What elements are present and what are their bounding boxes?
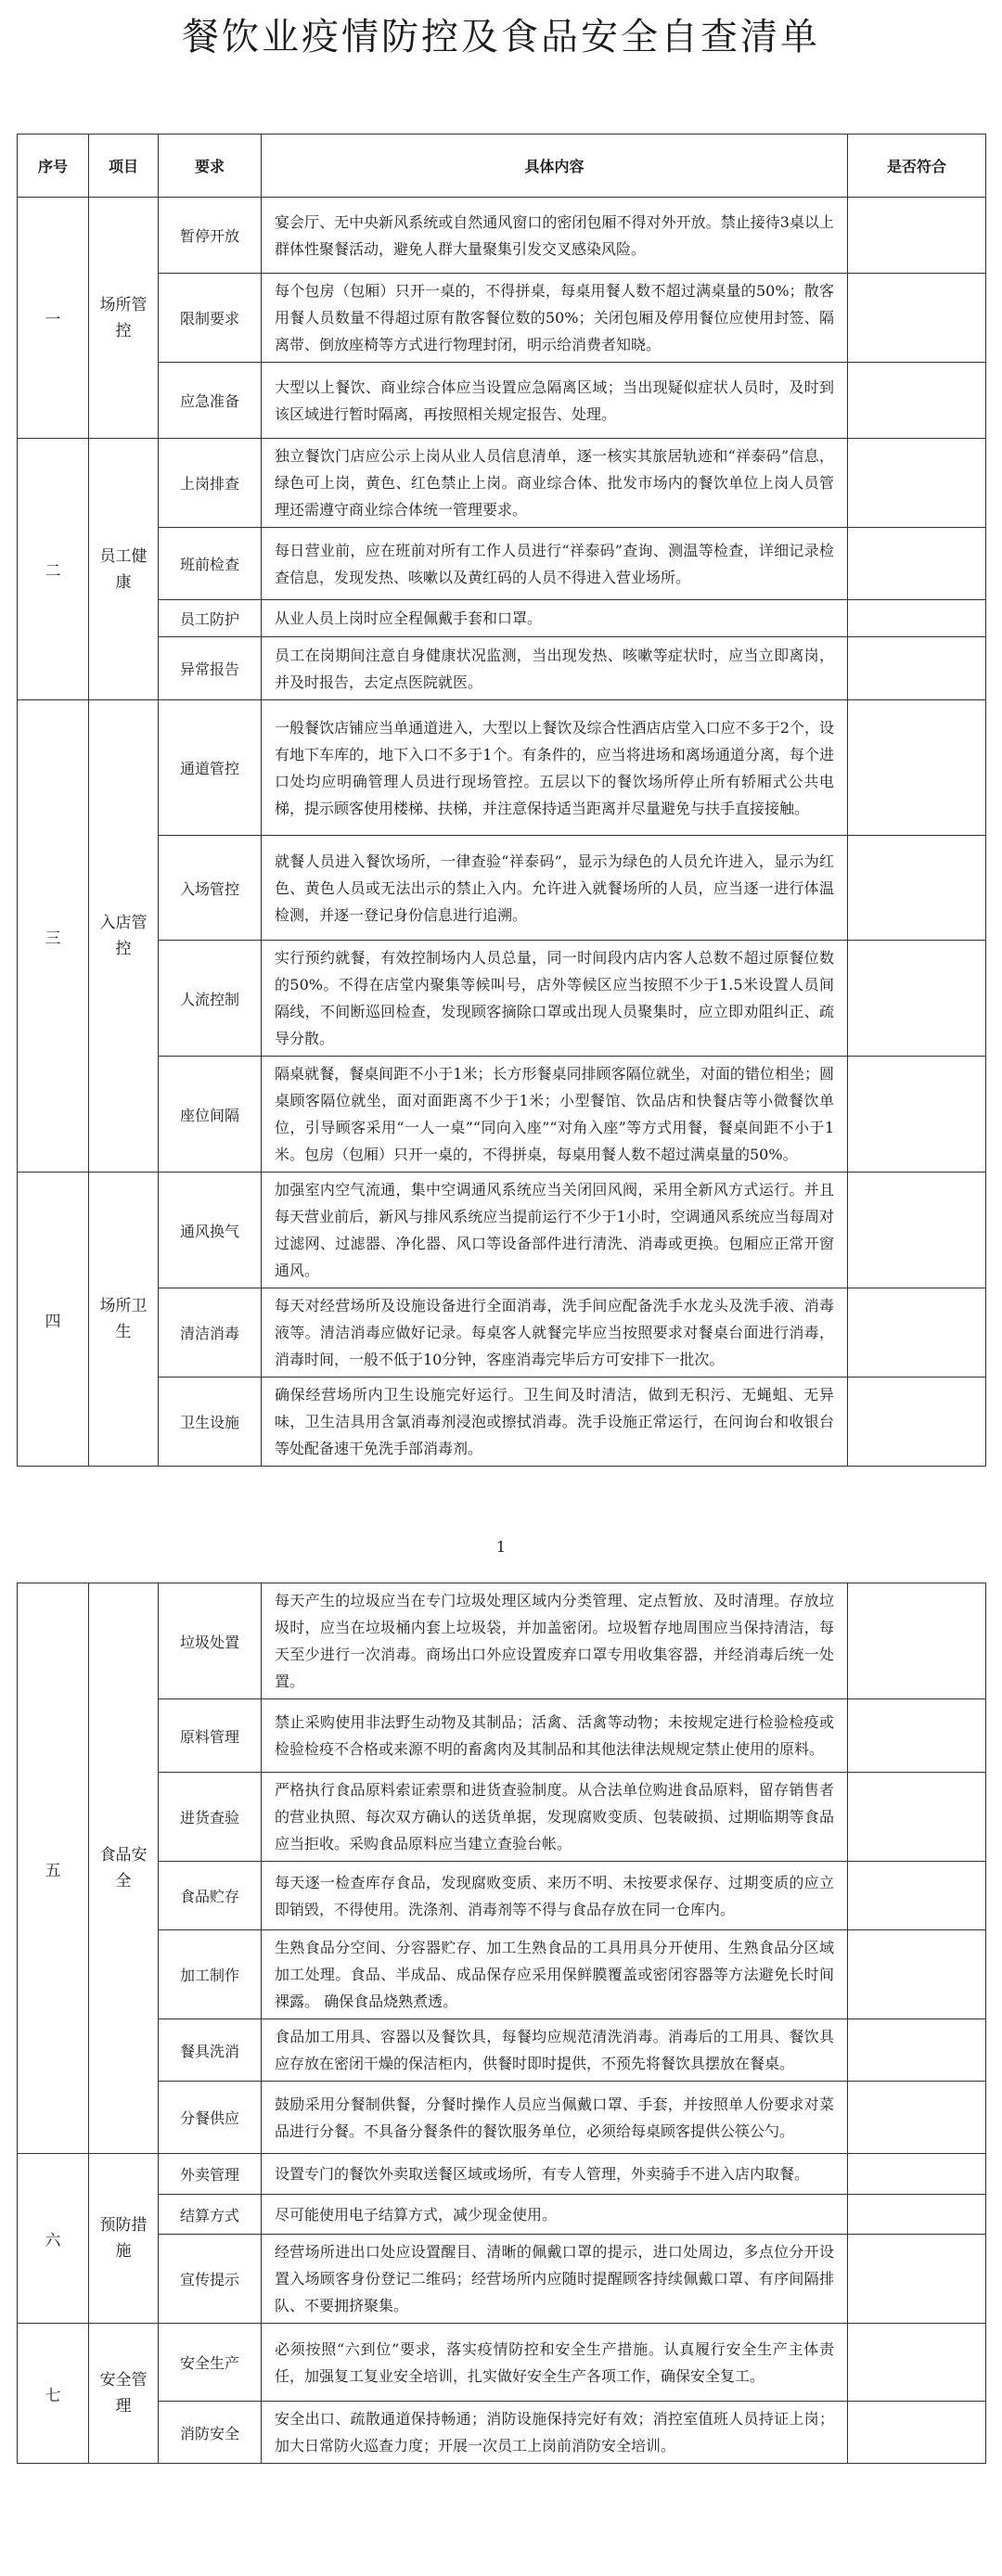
compliance-cell[interactable] bbox=[848, 1378, 986, 1467]
compliance-cell[interactable] bbox=[848, 528, 986, 600]
requirement-cell: 班前检查 bbox=[159, 528, 262, 600]
table-row bbox=[18, 274, 986, 363]
section-category: 员工健康 bbox=[89, 439, 159, 700]
section-category: 安全管理 bbox=[89, 2324, 159, 2464]
table-row bbox=[18, 1173, 986, 1288]
requirement-cell: 卫生设施 bbox=[159, 1378, 262, 1467]
compliance-cell[interactable] bbox=[848, 700, 986, 836]
requirement-cell: 外卖管理 bbox=[159, 2154, 262, 2195]
table-row bbox=[18, 941, 986, 1057]
header-category: 项目 bbox=[89, 135, 159, 198]
requirement-cell: 垃圾处置 bbox=[159, 1583, 262, 1699]
section-category: 场所管控 bbox=[89, 198, 159, 439]
table-row bbox=[18, 2402, 986, 2464]
table-row bbox=[18, 2235, 986, 2324]
requirement-cell: 入场管控 bbox=[159, 836, 262, 941]
compliance-cell[interactable] bbox=[848, 1288, 986, 1378]
content-cell: 大型以上餐饮、商业综合体应当设置应急隔离区域；当出现疑似症状人员时，及时到该区域进行暂时隔离，再按照相关规定报告、处理。 bbox=[262, 363, 848, 439]
content-cell: 实行预约就餐，有效控制场内人员总量，同一时间段内店内客人总数不超过原餐位数的50%。不得在店堂内聚集等候叫号，店外等候区应当按照不少于1.5米设置人员间隔线，不间断巡回检查，发现顾客摘除口罩或出现人员聚集时，应立即劝阻纠正、疏导分散。 bbox=[262, 941, 848, 1057]
content-cell: 确保经营场所内卫生设施完好运行。卫生间及时清洁，做到无积污、无蝇蛆、无异味，卫生洁具用含氯消毒剂浸泡或擦拭消毒。洗手设施正常运行，在问询台和收银台等处配备速干免洗手部消毒剂。 bbox=[262, 1378, 848, 1467]
section-number: 一 bbox=[18, 198, 89, 439]
compliance-cell[interactable] bbox=[848, 2154, 986, 2195]
content-cell: 设置专门的餐饮外卖取送餐区域或场所，有专人管理，外卖骑手不进入店内取餐。 bbox=[262, 2154, 848, 2195]
checklist-table-part-1 bbox=[17, 134, 986, 1467]
table-row bbox=[18, 528, 986, 600]
content-cell: 独立餐饮门店应公示上岗从业人员信息清单，逐一核实其旅居轨迹和“祥泰码”信息，绿色可上岗，黄色、红色禁止上岗。商业综合体、批发市场内的餐饮单位上岗人员管理还需遵守商业综合体统一管理要求。 bbox=[262, 439, 848, 528]
requirement-cell: 消防安全 bbox=[159, 2402, 262, 2464]
table-row bbox=[18, 700, 986, 836]
content-cell: 尽可能使用电子结算方式，减少现金使用。 bbox=[262, 2195, 848, 2235]
table-row bbox=[18, 439, 986, 528]
compliance-cell[interactable] bbox=[848, 274, 986, 363]
page-number: 1 bbox=[495, 1538, 507, 1556]
compliance-cell[interactable] bbox=[848, 600, 986, 637]
compliance-cell[interactable] bbox=[848, 1699, 986, 1773]
content-cell: 禁止采购使用非法野生动物及其制品；活禽、活禽等动物；未按规定进行检验检疫或检验检疫不合格或来源不明的畜禽肉及其制品和其他法律法规规定禁止使用的原料。 bbox=[262, 1699, 848, 1773]
requirement-cell: 结算方式 bbox=[159, 2195, 262, 2235]
section-number: 五 bbox=[18, 1583, 89, 2154]
compliance-cell[interactable] bbox=[848, 1583, 986, 1699]
content-cell: 生熟食品分空间、分容器贮存、加工生熟食品的工具用具分开使用、生熟食品分区域加工处理。食品、半成品、成品保存应采用保鲜膜覆盖或密闭容器等方法避免长时间裸露。 确保食品烧熟煮透。 bbox=[262, 1930, 848, 2019]
page-title: 餐饮业疫情防控及食品安全自查清单 bbox=[182, 16, 820, 58]
requirement-cell: 座位间隔 bbox=[159, 1057, 262, 1173]
compliance-cell[interactable] bbox=[848, 1862, 986, 1930]
requirement-cell: 异常报告 bbox=[159, 637, 262, 700]
table-row bbox=[18, 1773, 986, 1862]
compliance-cell[interactable] bbox=[848, 198, 986, 274]
table-row bbox=[18, 2154, 986, 2195]
content-cell: 从业人员上岗时应全程佩戴手套和口罩。 bbox=[262, 600, 848, 637]
content-cell: 每天产生的垃圾应当在专门垃圾处理区域内分类管理、定点暂放、及时清理。存放垃圾时，应当在垃圾桶内套上垃圾袋，并加盖密闭。垃圾暂存地周围应当保持清洁，每天至少进行一次消毒。商场出口外应设置废弃口罩专用收集容器，并经消毒后统一处置。 bbox=[262, 1583, 848, 1699]
content-cell: 每天对经营场所及设施设备进行全面消毒，洗手间应配备洗手水龙头及洗手液、消毒液等。清洁消毒应做好记录。每桌客人就餐完毕应当按照要求对餐桌台面进行消毒，消毒时间，一般不低于10分钟，客座消毒完毕后方可安排下一批次。 bbox=[262, 1288, 848, 1378]
compliance-cell[interactable] bbox=[848, 941, 986, 1057]
table-row bbox=[18, 637, 986, 700]
compliance-cell[interactable] bbox=[848, 1930, 986, 2019]
table-row bbox=[18, 1378, 986, 1467]
content-cell: 每天逐一检查库存食品，发现腐败变质、来历不明、未按要求保存、过期变质的应立即销毁，不得使用。洗涤剂、消毒剂等不得与食品存放在同一仓库内。 bbox=[262, 1862, 848, 1930]
section-category: 食品安全 bbox=[89, 1583, 159, 2154]
content-cell: 食品加工用具、容器以及餐饮具，每餐均应规范清洗消毒。消毒后的工用具、餐饮具应存放在密闭干燥的保洁柜内，供餐时即时提供，不预先将餐饮具摆放在餐桌。 bbox=[262, 2019, 848, 2082]
section-number: 三 bbox=[18, 700, 89, 1173]
content-cell: 严格执行食品原料索证索票和进货查验制度。从合法单位购进食品原料，留存销售者的营业执照、每次双方确认的送货单据，发现腐败变质、包装破损、过期临期等食品应当拒收。采购食品原料应当建立查验台帐。 bbox=[262, 1773, 848, 1862]
content-cell: 安全出口、疏散通道保持畅通；消防设施保持完好有效；消控室值班人员持证上岗；加大日常防火巡查力度；开展一次员工上岗前消防安全培训。 bbox=[262, 2402, 848, 2464]
header-row bbox=[18, 135, 986, 198]
requirement-cell: 暂停开放 bbox=[159, 198, 262, 274]
content-cell: 加强室内空气流通，集中空调通风系统应当关闭回风阀，采用全新风方式运行。并且每天营业前后，新风与排风系统应当提前运行不少于1小时，空调通风系统应当每周对过滤网、过滤器、净化器、风口等设备部件进行清洗、消毒或更换。包厢应正常开窗通风。 bbox=[262, 1173, 848, 1288]
section-number: 六 bbox=[18, 2154, 89, 2324]
compliance-cell[interactable] bbox=[848, 2019, 986, 2082]
requirement-cell: 通道管控 bbox=[159, 700, 262, 836]
content-cell: 每个包房（包厢）只开一桌的，不得拼桌，每桌用餐人数不超过满桌量的50%；散客用餐人员数量不得超过原有散客餐位数的50%；关闭包厢及停用餐位应使用封签、隔离带、倒放座椅等方式进行物理封闭，明示给消费者知晓。 bbox=[262, 274, 848, 363]
table-row bbox=[18, 2019, 986, 2082]
compliance-cell[interactable] bbox=[848, 1173, 986, 1288]
requirement-cell: 人流控制 bbox=[159, 941, 262, 1057]
section-number: 七 bbox=[18, 2324, 89, 2464]
requirement-cell: 上岗排查 bbox=[159, 439, 262, 528]
compliance-cell[interactable] bbox=[848, 1057, 986, 1173]
table-row bbox=[18, 600, 986, 637]
content-cell: 每日营业前，应在班前对所有工作人员进行“祥泰码”查询、测温等检查，详细记录检查信息，发现发热、咳嗽以及黄红码的人员不得进入营业场所。 bbox=[262, 528, 848, 600]
content-cell: 隔桌就餐，餐桌间距不小于1米；长方形餐桌同排顾客隔位就坐，对面的错位相坐；圆桌顾客隔位就坐，面对面距离不少于1米；小型餐馆、饮品店和快餐店等小微餐饮单位，引导顾客采用“一人一桌”“同向入座”“对角入座”等方式用餐，餐桌间距不小于1米。包房（包厢）只开一桌的，不得拼桌，每桌用餐人数不超过满桌量的50%。 bbox=[262, 1057, 848, 1173]
section-number: 四 bbox=[18, 1173, 89, 1467]
section-category: 预防措施 bbox=[89, 2154, 159, 2324]
section-category: 入店管控 bbox=[89, 700, 159, 1173]
compliance-cell[interactable] bbox=[848, 836, 986, 941]
table-row bbox=[18, 1057, 986, 1173]
compliance-cell[interactable] bbox=[848, 439, 986, 528]
requirement-cell: 加工制作 bbox=[159, 1930, 262, 2019]
header-requirement: 要求 bbox=[159, 135, 262, 198]
content-cell: 经营场所进出口处应设置醒目、清晰的佩戴口罩的提示，进口处周边，多点位分开设置入场顾客身份登记二维码；经营场所内应随时提醒顾客持续佩戴口罩、有序间隔排队、不要拥挤聚集。 bbox=[262, 2235, 848, 2324]
table-row bbox=[18, 2195, 986, 2235]
compliance-cell[interactable] bbox=[848, 637, 986, 700]
section-category: 场所卫生 bbox=[89, 1173, 159, 1467]
requirement-cell: 通风换气 bbox=[159, 1173, 262, 1288]
header-content: 具体内容 bbox=[262, 135, 848, 198]
content-cell: 员工在岗期间注意自身健康状况监测，当出现发热、咳嗽等症状时，应当立即离岗，并及时报告，去定点医院就医。 bbox=[262, 637, 848, 700]
requirement-cell: 安全生产 bbox=[159, 2324, 262, 2402]
table-row bbox=[18, 2082, 986, 2154]
compliance-cell[interactable] bbox=[848, 2402, 986, 2464]
table-row bbox=[18, 1862, 986, 1930]
content-cell: 就餐人员进入餐饮场所，一律查验“祥泰码”，显示为绿色的人员允许进入，显示为红色、黄色人员或无法出示的禁止入内。允许进入就餐场所的人员，应当逐一进行体温检测，并逐一登记身份信息进行追溯。 bbox=[262, 836, 848, 941]
table-row bbox=[18, 2324, 986, 2402]
table-row bbox=[18, 1583, 986, 1699]
header-compliance: 是否符合 bbox=[848, 135, 986, 198]
table-row bbox=[18, 363, 986, 439]
content-cell: 鼓励采用分餐制供餐，分餐时操作人员应当佩戴口罩、手套，并按照单人份要求对菜品进行分餐。不具备分餐条件的餐饮服务单位，必须给每桌顾客提供公筷公勺。 bbox=[262, 2082, 848, 2154]
table-row bbox=[18, 1288, 986, 1378]
requirement-cell: 应急准备 bbox=[159, 363, 262, 439]
requirement-cell: 限制要求 bbox=[159, 274, 262, 363]
compliance-cell[interactable] bbox=[848, 2195, 986, 2235]
compliance-cell[interactable] bbox=[848, 2082, 986, 2154]
requirement-cell: 清洁消毒 bbox=[159, 1288, 262, 1378]
requirement-cell: 宣传提示 bbox=[159, 2235, 262, 2324]
header-num: 序号 bbox=[18, 135, 89, 198]
checklist-table-part-2 bbox=[17, 1583, 986, 2464]
content-cell: 一般餐饮店铺应当单通道进入，大型以上餐饮及综合性酒店店堂入口应不多于2个，设有地下车库的，地下入口不多于1个。有条件的，应当将进场和离场通道分离，每个进口处均应明确管理人员进行现场管控。五层以下的餐饮场所停止所有轿厢式公共电梯，提示顾客使用楼梯、扶梯，并注意保持适当距离并尽量避免与扶手直接接触。 bbox=[262, 700, 848, 836]
compliance-cell[interactable] bbox=[848, 2235, 986, 2324]
requirement-cell: 食品贮存 bbox=[159, 1862, 262, 1930]
requirement-cell: 原料管理 bbox=[159, 1699, 262, 1773]
content-cell: 必须按照“六到位”要求，落实疫情防控和安全生产措施。认真履行安全生产主体责任，加强复工复业安全培训，扎实做好安全生产各项工作，确保安全复工。 bbox=[262, 2324, 848, 2402]
table-row bbox=[18, 836, 986, 941]
section-number: 二 bbox=[18, 439, 89, 700]
requirement-cell: 进货查验 bbox=[159, 1773, 262, 1862]
table-row bbox=[18, 1930, 986, 2019]
content-cell: 宴会厅、无中央新风系统或自然通风窗口的密闭包厢不得对外开放。禁止接待3桌以上群体性聚餐活动，避免人群大量聚集引发交叉感染风险。 bbox=[262, 198, 848, 274]
compliance-cell[interactable] bbox=[848, 363, 986, 439]
compliance-cell[interactable] bbox=[848, 1773, 986, 1862]
table-row bbox=[18, 198, 986, 274]
requirement-cell: 员工防护 bbox=[159, 600, 262, 637]
requirement-cell: 分餐供应 bbox=[159, 2082, 262, 2154]
compliance-cell[interactable] bbox=[848, 2324, 986, 2402]
table-row bbox=[18, 1699, 986, 1773]
requirement-cell: 餐具洗消 bbox=[159, 2019, 262, 2082]
